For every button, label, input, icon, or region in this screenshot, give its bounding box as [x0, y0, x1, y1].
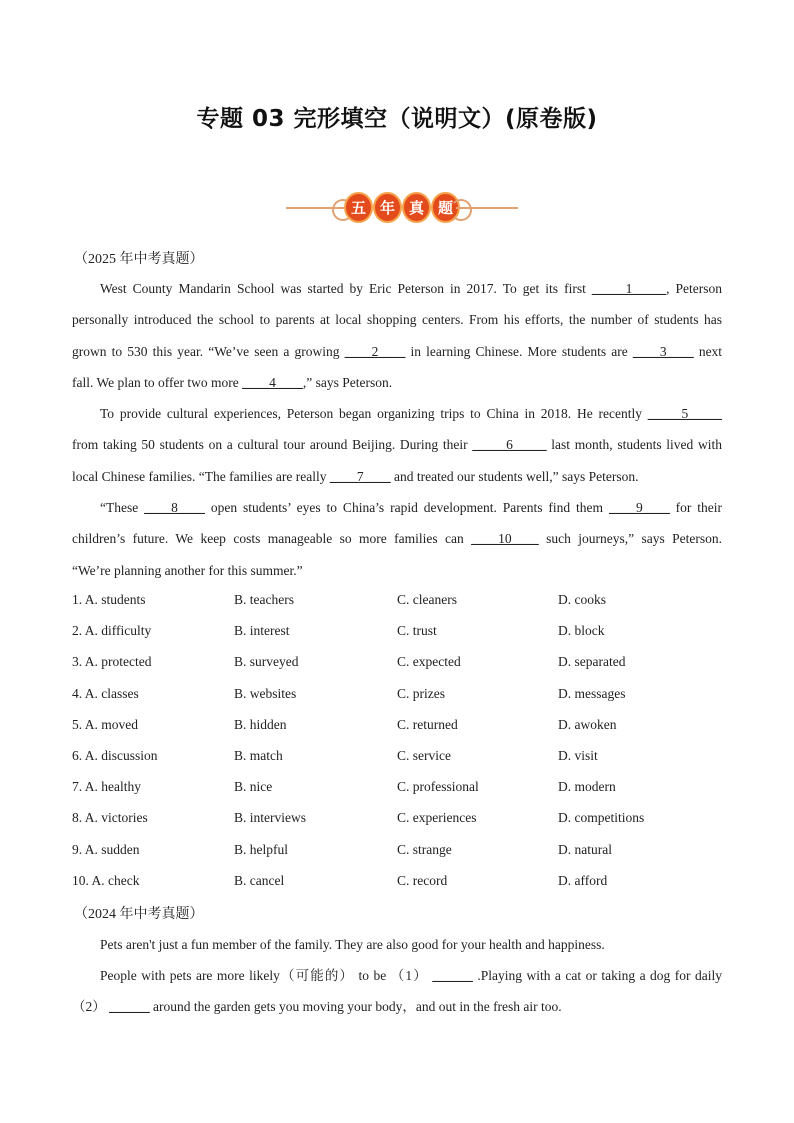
text-segment: West County Mandarin School was started by Eric Peterson in 2017. To get its first — [100, 281, 586, 296]
text-line — [72, 492, 722, 523]
option: 2. A. difficulty — [72, 623, 152, 639]
text-segment: from taking 50 students on a cultural tour around Beijing. During their — [72, 437, 468, 453]
banner-badge: 年 — [373, 192, 402, 223]
text-segment: personally introduced the school to parents at local shopping centers. From his efforts, the number of students has — [72, 312, 722, 328]
blank-3: ____3____ — [632, 343, 694, 359]
option: C. professional — [397, 779, 479, 795]
option: 5. A. moved — [72, 716, 138, 732]
passage-paragraph-2 — [72, 398, 722, 492]
blank-p2-2: ______ — [109, 999, 150, 1015]
text-segment: “We’re planning another for this summer.” — [72, 562, 303, 578]
text-line — [72, 929, 722, 960]
blank-8: ____8____ — [144, 500, 205, 515]
banner-badge: 五 — [344, 192, 373, 223]
option-row — [72, 807, 752, 838]
text-segment: .Playing with a cat or taking a dog for daily — [477, 968, 723, 983]
text-segment: children’s future. We keep costs manageable so more families can — [72, 531, 464, 547]
option-row — [72, 620, 752, 651]
option: 1. A. students — [72, 592, 146, 607]
text-segment: for their — [675, 500, 723, 515]
text-line — [72, 523, 722, 554]
text-line — [72, 398, 722, 429]
text-segment: around the garden gets you moving your body，and out in the fresh air too. — [153, 999, 562, 1015]
option: C. expected — [397, 654, 461, 670]
option: 6. A. discussion — [72, 747, 158, 763]
text-segment: grown to 530 this year. “We’ve seen a growing — [72, 343, 340, 359]
blank-6: _____6_____ — [472, 437, 547, 453]
blank-2: ____2____ — [344, 343, 406, 359]
text-line — [72, 555, 722, 586]
option: D. cooks — [558, 592, 606, 607]
text-line — [72, 304, 722, 335]
option: B. cancel — [234, 872, 285, 888]
section-banner — [282, 190, 522, 226]
blank-10: ____10____ — [471, 531, 539, 547]
option-row — [72, 651, 752, 682]
text-segment: fall. We plan to offer two more — [72, 374, 239, 390]
text-segment: People with pets are more likely（可能的） to be （1） — [100, 968, 428, 983]
text-segment: Pets aren't just a fun member of the family. They are also good for your health and happiness. — [100, 937, 605, 952]
option: B. match — [234, 747, 283, 763]
text-segment: local Chinese families. “The families are really — [72, 468, 327, 484]
option: B. nice — [234, 779, 273, 795]
passage-paragraph-3 — [72, 492, 722, 586]
text-line — [72, 336, 722, 367]
option: C. strange — [397, 841, 452, 857]
text-segment: ,” says Peterson. — [302, 374, 393, 390]
passage2-paragraph-1 — [72, 929, 722, 960]
option: D. awoken — [558, 716, 617, 732]
option: 9. A. sudden — [72, 841, 140, 857]
option: B. surveyed — [234, 654, 299, 670]
section-label-2024: （2024 年中考真题） — [74, 907, 204, 922]
banner-ornament-right — [456, 207, 518, 209]
text-segment: To provide cultural experiences, Peterson began organizing trips to China in 2018. He recently — [100, 406, 642, 421]
option-row — [72, 745, 752, 776]
option-row — [72, 870, 752, 901]
option-row — [72, 839, 752, 870]
banner-badge: 题 — [431, 192, 460, 223]
option: B. helpful — [234, 841, 288, 857]
banner-badge: 真 — [402, 192, 431, 223]
blank-p2-1: ______ — [432, 968, 473, 983]
text-segment: open students’ eyes to China’s rapid development. Parents find them — [210, 500, 604, 515]
text-segment: , Peterson — [666, 281, 722, 296]
option: D. natural — [558, 841, 612, 857]
option: B. websites — [234, 685, 297, 701]
option: D. modern — [558, 779, 616, 795]
banner-curl-right — [450, 199, 472, 221]
passage-paragraph-1 — [72, 273, 722, 398]
blank-5: _____5_____ — [647, 406, 722, 421]
blank-1: _____1_____ — [591, 281, 667, 296]
option: 10. A. check — [72, 872, 140, 888]
option: D. messages — [558, 685, 626, 701]
option: C. returned — [397, 716, 458, 732]
option: D. afford — [558, 872, 608, 888]
text-segment: “These — [100, 500, 139, 515]
page-title: 专题 03 完形填空（说明文）(原卷版) — [196, 106, 598, 132]
option: D. visit — [558, 747, 598, 763]
option: B. interest — [234, 623, 290, 639]
option: C. cleaners — [397, 592, 457, 607]
option: C. experiences — [397, 810, 477, 826]
option: D. block — [558, 623, 605, 639]
option-row — [72, 589, 752, 620]
text-segment: in learning Chinese. More students are — [410, 343, 628, 359]
option: C. prizes — [397, 685, 445, 701]
option: C. trust — [397, 623, 437, 639]
option: D. competitions — [558, 810, 645, 826]
text-segment: last month, students lived with — [551, 437, 723, 453]
text-segment: next — [698, 343, 723, 359]
passage2-paragraph-2 — [72, 960, 722, 1023]
blank-9: ____9____ — [608, 500, 670, 515]
text-line — [72, 429, 722, 460]
text-line — [72, 273, 722, 304]
option: B. interviews — [234, 810, 306, 826]
text-line — [72, 367, 722, 398]
option: 8. A. victories — [72, 810, 148, 826]
section-label-2025: （2025 年中考真题） — [74, 252, 204, 267]
text-segment: （2） — [72, 999, 106, 1015]
option: B. hidden — [234, 716, 287, 732]
option: D. separated — [558, 654, 626, 670]
text-line — [72, 461, 722, 492]
text-segment: such journeys,” says Peterson. — [546, 531, 722, 547]
option: 3. A. protected — [72, 654, 152, 670]
option: 4. A. classes — [72, 685, 139, 701]
option: B. teachers — [234, 592, 294, 607]
blank-7: ____7____ — [329, 468, 391, 484]
option: 7. A. healthy — [72, 779, 141, 795]
text-line — [72, 991, 722, 1022]
option-row — [72, 776, 752, 807]
option: C. service — [397, 747, 451, 763]
text-segment: and treated our students well,” says Peterson. — [394, 468, 639, 484]
option-row — [72, 683, 752, 714]
option: C. record — [397, 872, 448, 888]
option-row — [72, 714, 752, 745]
banner-badges — [344, 192, 460, 223]
answer-options — [72, 589, 752, 901]
text-line — [72, 960, 722, 991]
blank-4: ____4____ — [242, 374, 303, 390]
